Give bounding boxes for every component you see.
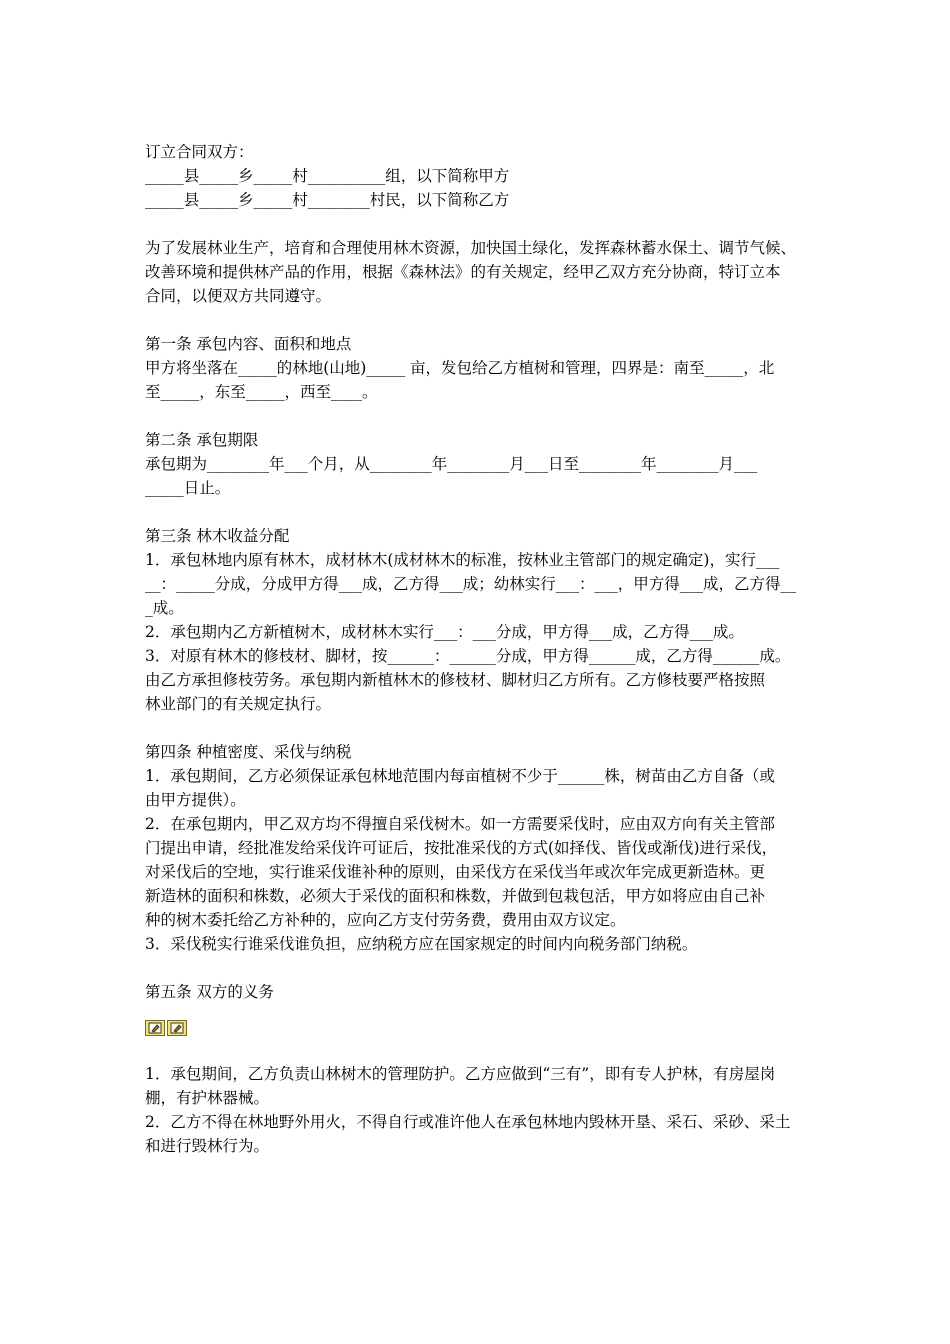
party-a-line: _____县_____乡_____村__________组，以下简称甲方 xyxy=(145,167,510,185)
edit-icon[interactable] xyxy=(167,1020,187,1036)
article-3-text: 2．承包期内乙方新植树木，成材林木实行___：___分成，甲方得___成，乙方得___成。 xyxy=(145,623,744,641)
article-3-text: 1．承包林地内原有林木，成材林木(成材林木的标准，按林业主管部门的规定确定)，实行___ xyxy=(145,551,780,569)
article-4-text: 新造林的面积和株数，必须大于采伐的面积和株数，并做到包栽包活，甲方如将应由自己补 xyxy=(145,887,766,905)
article-5-text: 2．乙方不得在林地野外用火，不得自行或准许他人在承包林地内毁林开垦、采石、采砂、采土 xyxy=(145,1113,791,1131)
article-3-text: 由乙方承担修枝劳务。承包期内新植林木的修枝材、脚材归乙方所有。乙方修枝要严格按照 xyxy=(145,671,766,689)
article-4-text: 种的树木委托给乙方补种的，应向乙方支付劳务费，费用由双方议定。 xyxy=(145,911,626,929)
contract-document xyxy=(145,140,815,1158)
article-4-text: 3．采伐税实行谁采伐谁负担，应纳税方应在国家规定的时间内向税务部门纳税。 xyxy=(145,935,698,953)
article-5-text: 1．承包期间，乙方负责山林树木的管理防护。乙方应做到“三有”，即有专人护林，有房屋岗 xyxy=(145,1065,776,1083)
article-4-text: 对采伐后的空地，实行谁采伐谁补种的原则，由采伐方在采伐当年或次年完成更新造林。更 xyxy=(145,863,766,881)
article-2-title: 第二条 承包期限 xyxy=(145,431,259,449)
edit-icon xyxy=(170,1022,184,1034)
article-3-text: _成。 xyxy=(145,599,184,617)
edit-icon[interactable] xyxy=(145,1020,165,1036)
article-4-text: 1．承包期间，乙方必须保证承包林地范围内每亩植树不少于______株，树苗由乙方自备（或 xyxy=(145,767,775,785)
embedded-object-toolbar xyxy=(145,1020,815,1038)
article-4-text: 由甲方提供）。 xyxy=(145,791,246,809)
article-4-text: 2．在承包期内，甲乙双方均不得擅自采伐树木。如一方需要采伐时，应由双方向有关主管部 xyxy=(145,815,775,833)
article-3-text: 3．对原有林木的修枝材、脚材，按______：______分成，甲方得______成，乙方得______成。 xyxy=(145,647,791,665)
parties-heading: 订立合同双方： xyxy=(145,143,254,161)
article-1-title: 第一条 承包内容、面积和地点 xyxy=(145,335,352,353)
article-5-title: 第五条 双方的义务 xyxy=(145,983,274,1001)
article-4-text: 门提出申请，经批准发给采伐许可证后，按批准采伐的方式(如择伐、皆伐或渐伐)进行采伐， xyxy=(145,839,778,857)
article-5-text: 和进行毁林行为。 xyxy=(145,1137,270,1155)
article-1-text: 至_____，东至_____，西至____。 xyxy=(145,383,378,401)
article-2-text: _____日止。 xyxy=(145,479,231,497)
preamble-line: 为了发展林业生产，培育和合理使用林木资源，加快国土绿化，发挥森林蓄水保土、调节气候、 xyxy=(145,239,797,257)
article-3-title: 第三条 林木收益分配 xyxy=(145,527,290,545)
article-2-text: 承包期为________年___个月，从________年________月___日至________年________月___ xyxy=(145,455,758,473)
preamble-line: 合同，以便双方共同遵守。 xyxy=(145,287,332,305)
article-1-text: 甲方将坐落在_____的林地(山地)_____ 亩，发包给乙方植树和管理，四界是：南至_____，北 xyxy=(145,359,775,377)
article-5-text: 棚，有护林器械。 xyxy=(145,1089,270,1107)
article-4-title: 第四条 种植密度、采伐与纳税 xyxy=(145,743,352,761)
party-b-line: _____县_____乡_____村________村民，以下简称乙方 xyxy=(145,191,510,209)
article-3-text: 林业部门的有关规定执行。 xyxy=(145,695,332,713)
article-3-text: __：_____分成，分成甲方得___成，乙方得___成；幼林实行___：___，甲方得___成，乙方得__ xyxy=(145,575,797,593)
edit-icon xyxy=(148,1022,162,1034)
preamble-line: 改善环境和提供林产品的作用，根据《森林法》的有关规定，经甲乙双方充分协商，特订立本 xyxy=(145,263,781,281)
